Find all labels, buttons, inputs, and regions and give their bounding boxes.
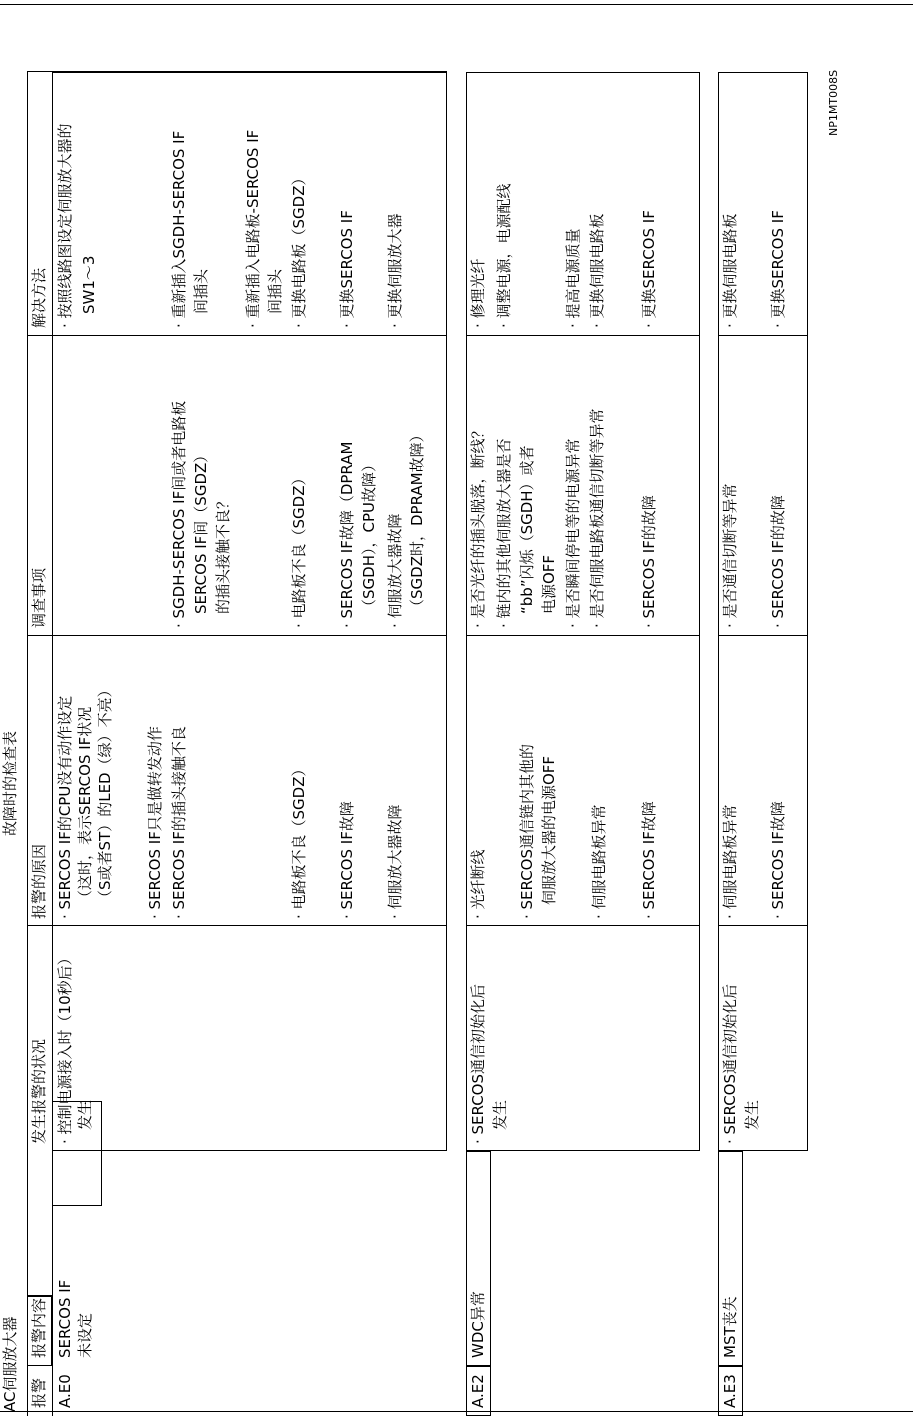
alarm-content-line: 未设定 [76,1312,94,1358]
header-check: 调查事项 [30,567,48,628]
col-divider [718,635,808,636]
alarm-code: A.E2 [469,1374,487,1408]
figure-code: NP1MT008S [827,69,840,136]
solution-line: · 更换SERCOS IF [338,210,356,328]
solution-line: SW1～3 [80,255,98,314]
check-line: · 是否光纤的插头脱落，断线？ [469,423,487,628]
check-line: SERCOS IF间（SGDZ） [192,447,210,614]
header-underline [52,72,53,1416]
alarm-content-line: SERCOS IF [56,1279,74,1358]
header-content: 报警内容 [30,1297,48,1358]
solution-line: · 更换SERCOS IF [640,210,658,328]
cause-line: · SERCOS通信链内其他的 [518,743,536,919]
situation-line: · SERCOS通信初始化后 [469,983,487,1144]
table-title: 故障时的检查表 [1,730,19,836]
solution-line: 间插头 [192,268,210,314]
header-solution: 解决方法 [30,267,48,328]
situation-line: · 控制电源接入时（10秒后） [56,950,74,1144]
check-line: · 是否通信切断等异常 [721,483,739,628]
check-line: “bb”闪烁（SGDH）或者 [518,445,536,614]
col-divider [718,925,808,926]
cause-line: · 伺服电路板异常 [721,804,739,919]
check-line: · 是否瞬间停电等的电源异常 [564,438,582,628]
col-divider [27,71,447,72]
col-divider [27,335,447,336]
alarm-content-line: WDC异常 [469,1291,487,1358]
cause-line: · 光纤断线 [469,849,487,919]
situation-line: 发生 [743,1099,761,1130]
cause-line: · 伺服放大器故障 [386,804,404,919]
cause-line: · SERCOS IF故障 [338,801,356,919]
solution-line: · 更换伺服电路板 [721,213,739,328]
cause-line: · SERCOS IF的插头接触不良 [170,726,188,919]
check-line: · SERCOS IF的故障 [769,495,787,628]
col-divider [466,925,700,926]
solution-line: · 重新插入SGDH-SERCOS IF [170,130,188,328]
cause-line: · 电路板不良（SGDZ） [290,761,308,919]
solution-line: · 修理光纤 [469,258,487,328]
solution-line: · 更换SERCOS IF [769,210,787,328]
cause-line: （这时，表示SERCOS IF状况 [76,706,94,905]
header-cause: 报警的原因 [30,843,48,919]
solution-line: · 重新插入电路板-SERCOS IF [244,129,262,328]
check-line: · 电路板不良（SGDZ） [290,470,308,628]
solution-line: · 按照线路图设定伺服放大器的 [56,123,74,328]
cause-line: · SERCOS IF的CPU没有动作设定 [56,695,74,919]
cause-line: （S或者ST）的LED（绿）不亮） [96,682,114,905]
check-line: · 链内的其他伺服放大器是否 [495,438,513,628]
check-line: · SERCOS IF的故障 [640,495,658,628]
col-divider [466,335,700,336]
solution-line: · 提高电源质量 [564,228,582,328]
alarm-content-line: MST丧失 [721,1296,739,1358]
header-topline [27,72,28,1416]
check-line: 的插头接触不良？ [214,493,232,614]
solution-line: 间插头 [266,268,284,314]
col-divider [718,335,808,336]
situation-line: · SERCOS通信初始化后 [721,983,739,1144]
solution-line: · 调整电源，电源配线 [495,183,513,328]
col-divider [27,1365,52,1366]
cause-line: 伺服放大器的电源OFF [540,755,558,905]
col-divider [27,1295,52,1296]
check-line: （SGDH），CPU故障） [360,457,378,614]
col-divider [27,925,447,926]
check-line: · 伺服放大器故障 [386,513,404,628]
alarm-code: A.E3 [721,1374,739,1408]
solution-line: · 更换电路板（SGDZ） [290,170,308,328]
cause-line: · 伺服电路板异常 [590,804,608,919]
cause-line: · SERCOS IF故障 [769,801,787,919]
device-label: AC伺服放大器 [1,1316,19,1412]
header-alarm: 报警 [30,1377,48,1408]
cause-line: · SERCOS IF只是做转发动作 [146,726,164,919]
situation-line: 发生 [491,1099,509,1130]
check-line: · 是否伺服电路板通信切断等异常 [588,408,606,628]
cause-line: · SERCOS IF故障 [640,801,658,919]
col-divider [466,635,700,636]
check-line: （SGDZ时，DPRAM故障） [408,427,426,614]
check-line: · SERCOS IF故障（DPRAM [338,441,356,628]
situation-line: 发生 [76,1099,94,1130]
solution-line: · 更换伺服放大器 [386,213,404,328]
header-situation: 发生报警的状况 [30,1038,48,1144]
check-line: 电源OFF [540,554,558,614]
alarm-code: A.E0 [56,1374,74,1408]
solution-line: · 更换伺服电路板 [588,213,606,328]
check-line: · SGDH-SERCOS IF间或者电路板 [170,400,188,628]
col-divider [27,635,447,636]
